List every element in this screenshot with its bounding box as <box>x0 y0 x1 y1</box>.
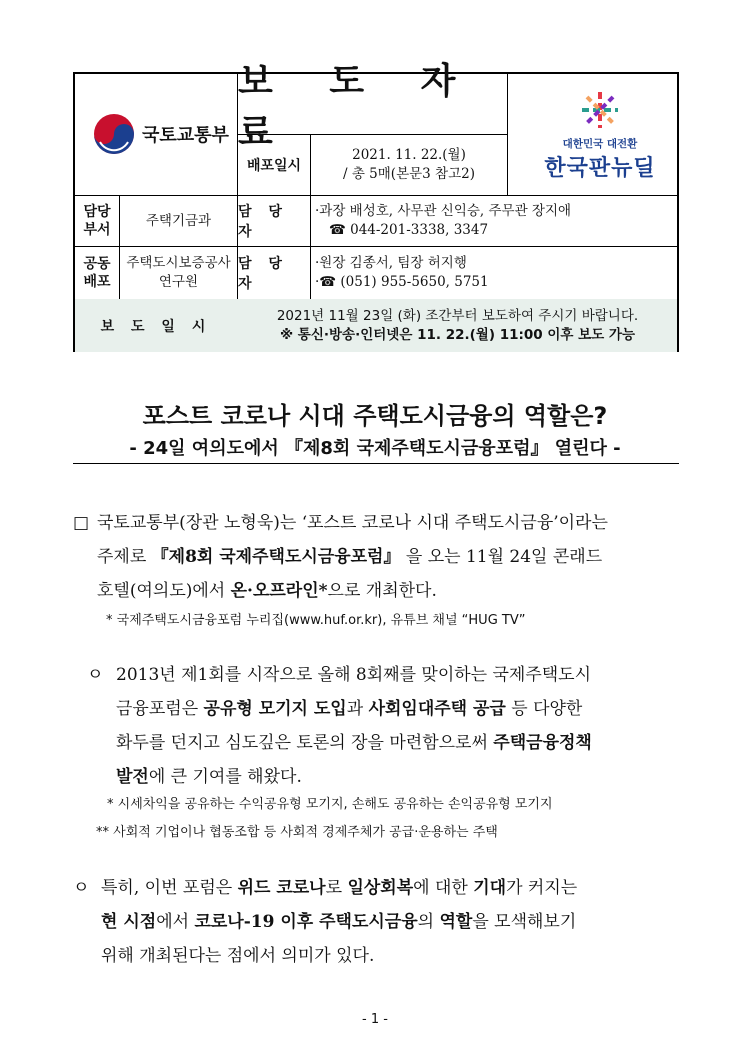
distribution-info <box>311 135 507 195</box>
joint-contact-info <box>315 247 677 299</box>
press-line-1: 2021년 11월 23일 (화) 조간부터 보도하여 주시기 바랍니다. <box>276 308 639 324</box>
p2-line-3: 화두를 던지고 심도깊은 토론의 장을 마련함으로써 주택금융정책 <box>116 733 592 753</box>
p2-line-2: 금융포럼은 공유형 모기지 도입과 사회임대주택 공급 등 다양한 <box>116 699 583 719</box>
slogan: 대한민국 대전환 <box>562 138 638 150</box>
ministry-logo <box>92 112 229 156</box>
paragraph-bullet: □ <box>73 513 90 533</box>
joint-contact-phone: ·☎ (051) 955-5650, 5751 <box>315 274 489 290</box>
contact-label: 담 당 자 <box>238 204 288 240</box>
brand-name: 한국판뉴딜 <box>544 156 656 181</box>
dept-name: 주택기금과 <box>145 212 212 229</box>
p3-line-2: 현 시점에서 코로나-19 이후 주택도시금융의 역할을 모색해보기 <box>101 912 577 932</box>
press-line-2: ※ 통신·방송·인터넷은 11. 22.(월) 11:00 이후 보도 가능 <box>279 327 636 343</box>
footnote-social-housing: ** 사회적 기업이나 협동조합 등 사회적 경제주체가 공급·운용하는 주택 <box>96 825 498 840</box>
press-release-header <box>73 61 679 352</box>
joint-contact-label: 담 당 자 <box>238 256 288 292</box>
contact-phone: ☎ 044-201-3338, 3347 <box>329 222 489 238</box>
press-info <box>238 300 677 352</box>
contact-names: ·과장 배성호, 사무관 신익승, 주무관 장지애 <box>315 203 572 219</box>
distribution-pages: / 총 5매(본문3 참고2) <box>343 166 475 182</box>
headline-sub: - 24일 여의도에서 『제8회 국제주택도시금융포럼』 열린다 - <box>129 438 621 459</box>
p3-line-3: 위해 개최된다는 점에서 의미가 있다. <box>101 946 375 966</box>
p2-line-1: 2013년 제1회를 시작으로 올해 8회째를 맞이하는 국제주택도시 <box>116 665 592 685</box>
new-deal-logo <box>525 90 675 182</box>
p1-line-2: 주제로 『제8회 국제주택도시금융포럼』 을 오는 11월 24일 콘래드 <box>97 547 603 567</box>
press-label: 보 도 일 시 <box>100 319 212 335</box>
joint-contact-names: ·원장 김종서, 팀장 허지행 <box>315 255 467 271</box>
taegeuk-emblem-icon <box>92 112 136 156</box>
new-deal-emblem-icon <box>580 90 620 130</box>
contact-info <box>315 196 677 246</box>
paragraph-bullet: ㅇ <box>87 665 104 685</box>
footnote-website: * 국제주택도시금융포럼 누리집(www.huf.or.kr), 유튜브 채널 “HUG TV” <box>106 613 526 628</box>
paragraph-1 <box>97 506 697 608</box>
joint-org: 주택도시보증공사 연구원 <box>126 255 231 290</box>
p3-line-1: 특히, 이번 포럼은 위드 코로나로 일상회복에 대한 기대가 커지는 <box>101 878 578 898</box>
ministry-name: 국토교통부 <box>142 125 229 146</box>
distribution-label: 배포일시 <box>246 158 302 174</box>
paragraph-3 <box>101 871 701 973</box>
document-title: 보 도 자 료 <box>238 61 478 153</box>
p2-line-4: 발전에 큰 기여를 해왔다. <box>116 767 302 787</box>
paragraph-bullet: ㅇ <box>73 878 90 898</box>
paragraph-2 <box>116 658 716 794</box>
headline-divider <box>73 463 679 464</box>
p1-line-3: 호텔(여의도)에서 온·오프라인*으로 개최한다. <box>97 581 437 601</box>
page-number: - 1 - <box>362 1012 388 1027</box>
dept-label: 담당 부서 <box>83 204 111 238</box>
distribution-date: 2021. 11. 22.(월) <box>352 147 466 163</box>
p1-line-1: 국토교통부(장관 노형욱)는 ‘포스트 코로나 시대 주택도시금융’이라는 <box>97 513 608 533</box>
headline-main: 포스트 코로나 시대 주택도시금융의 역할은? <box>142 402 608 430</box>
joint-label: 공동 배포 <box>83 256 111 290</box>
footnote-mortgage: * 시세차익을 공유하는 수익공유형 모기지, 손해도 공유하는 손익공유형 모기지 <box>107 797 553 812</box>
